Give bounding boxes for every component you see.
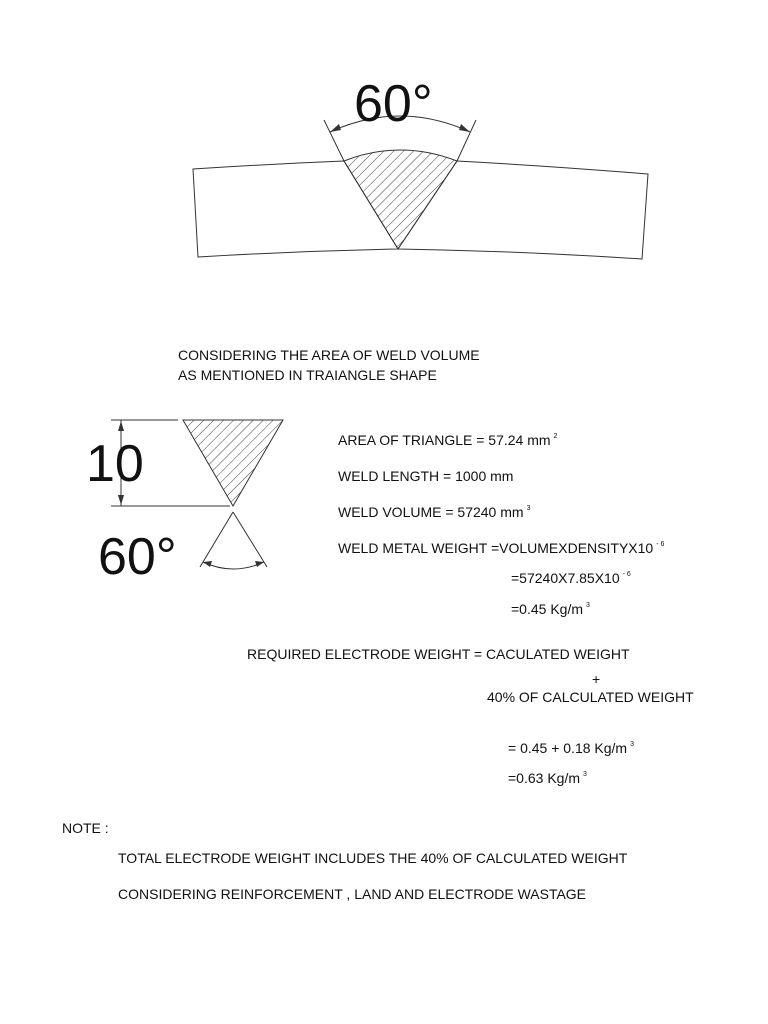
note-label: NOTE : — [62, 820, 109, 836]
intro-line-1: CONSIDERING THE AREA OF WELD VOLUME — [178, 347, 480, 363]
note-line-1: TOTAL ELECTRODE WEIGHT INCLUDES THE 40% OF CALCULATED WEIGHT — [118, 850, 628, 866]
weld-triangle — [183, 420, 283, 506]
dim-arrow-down — [118, 495, 124, 505]
weld-metal-weight-calc: =57240X7.85X10 $^{- 6}$ — [511, 570, 631, 586]
intro-line-2: AS MENTIONED IN TRAIANGLE SHAPE — [178, 367, 437, 383]
angle-arc-lower — [203, 562, 264, 569]
note-line-2: CONSIDERING REINFORCEMENT , LAND AND ELECTRODE WASTAGE — [118, 886, 587, 902]
depth-label: 10 — [86, 435, 144, 493]
lower-angle-line-right — [233, 512, 267, 567]
electrode-weight-total: =0.63 Kg/m $^3$ — [508, 770, 587, 786]
weld-volume: WELD VOLUME = 57240 mm $^3$ — [338, 504, 531, 520]
lower-angle-line-left — [200, 512, 233, 567]
arrowhead-top-left — [330, 124, 341, 132]
plus-sign: + — [592, 671, 601, 687]
angle-extension-left — [324, 120, 344, 161]
weld-bead — [344, 150, 457, 249]
required-electrode-weight: REQUIRED ELECTRODE WEIGHT = CACULATED WEIGHT — [247, 646, 630, 662]
top-angle-label: 60° — [354, 75, 433, 133]
lower-angle-label: 60° — [98, 528, 177, 586]
area-of-triangle: AREA OF TRIANGLE = 57.24 mm $^2$ — [338, 432, 558, 448]
arrowhead-lower-right — [255, 561, 264, 567]
weld-metal-weight: WELD METAL WEIGHT =VOLUMEXDENSITYX10 $^{- 6}$ — [338, 540, 665, 556]
weld-metal-weight-result: =0.45 Kg/m $^3$ — [511, 601, 590, 617]
forty-percent-weight: 40% OF CALCULATED WEIGHT — [487, 689, 694, 705]
arrowhead-lower-left — [203, 561, 212, 567]
dim-arrow-up — [118, 421, 124, 431]
weld-length: WELD LENGTH = 1000 mm — [338, 468, 514, 484]
electrode-weight-sum: = 0.45 + 0.18 Kg/m $^3$ — [508, 740, 634, 756]
angle-extension-right — [457, 120, 476, 161]
arrowhead-top-right — [459, 124, 470, 132]
